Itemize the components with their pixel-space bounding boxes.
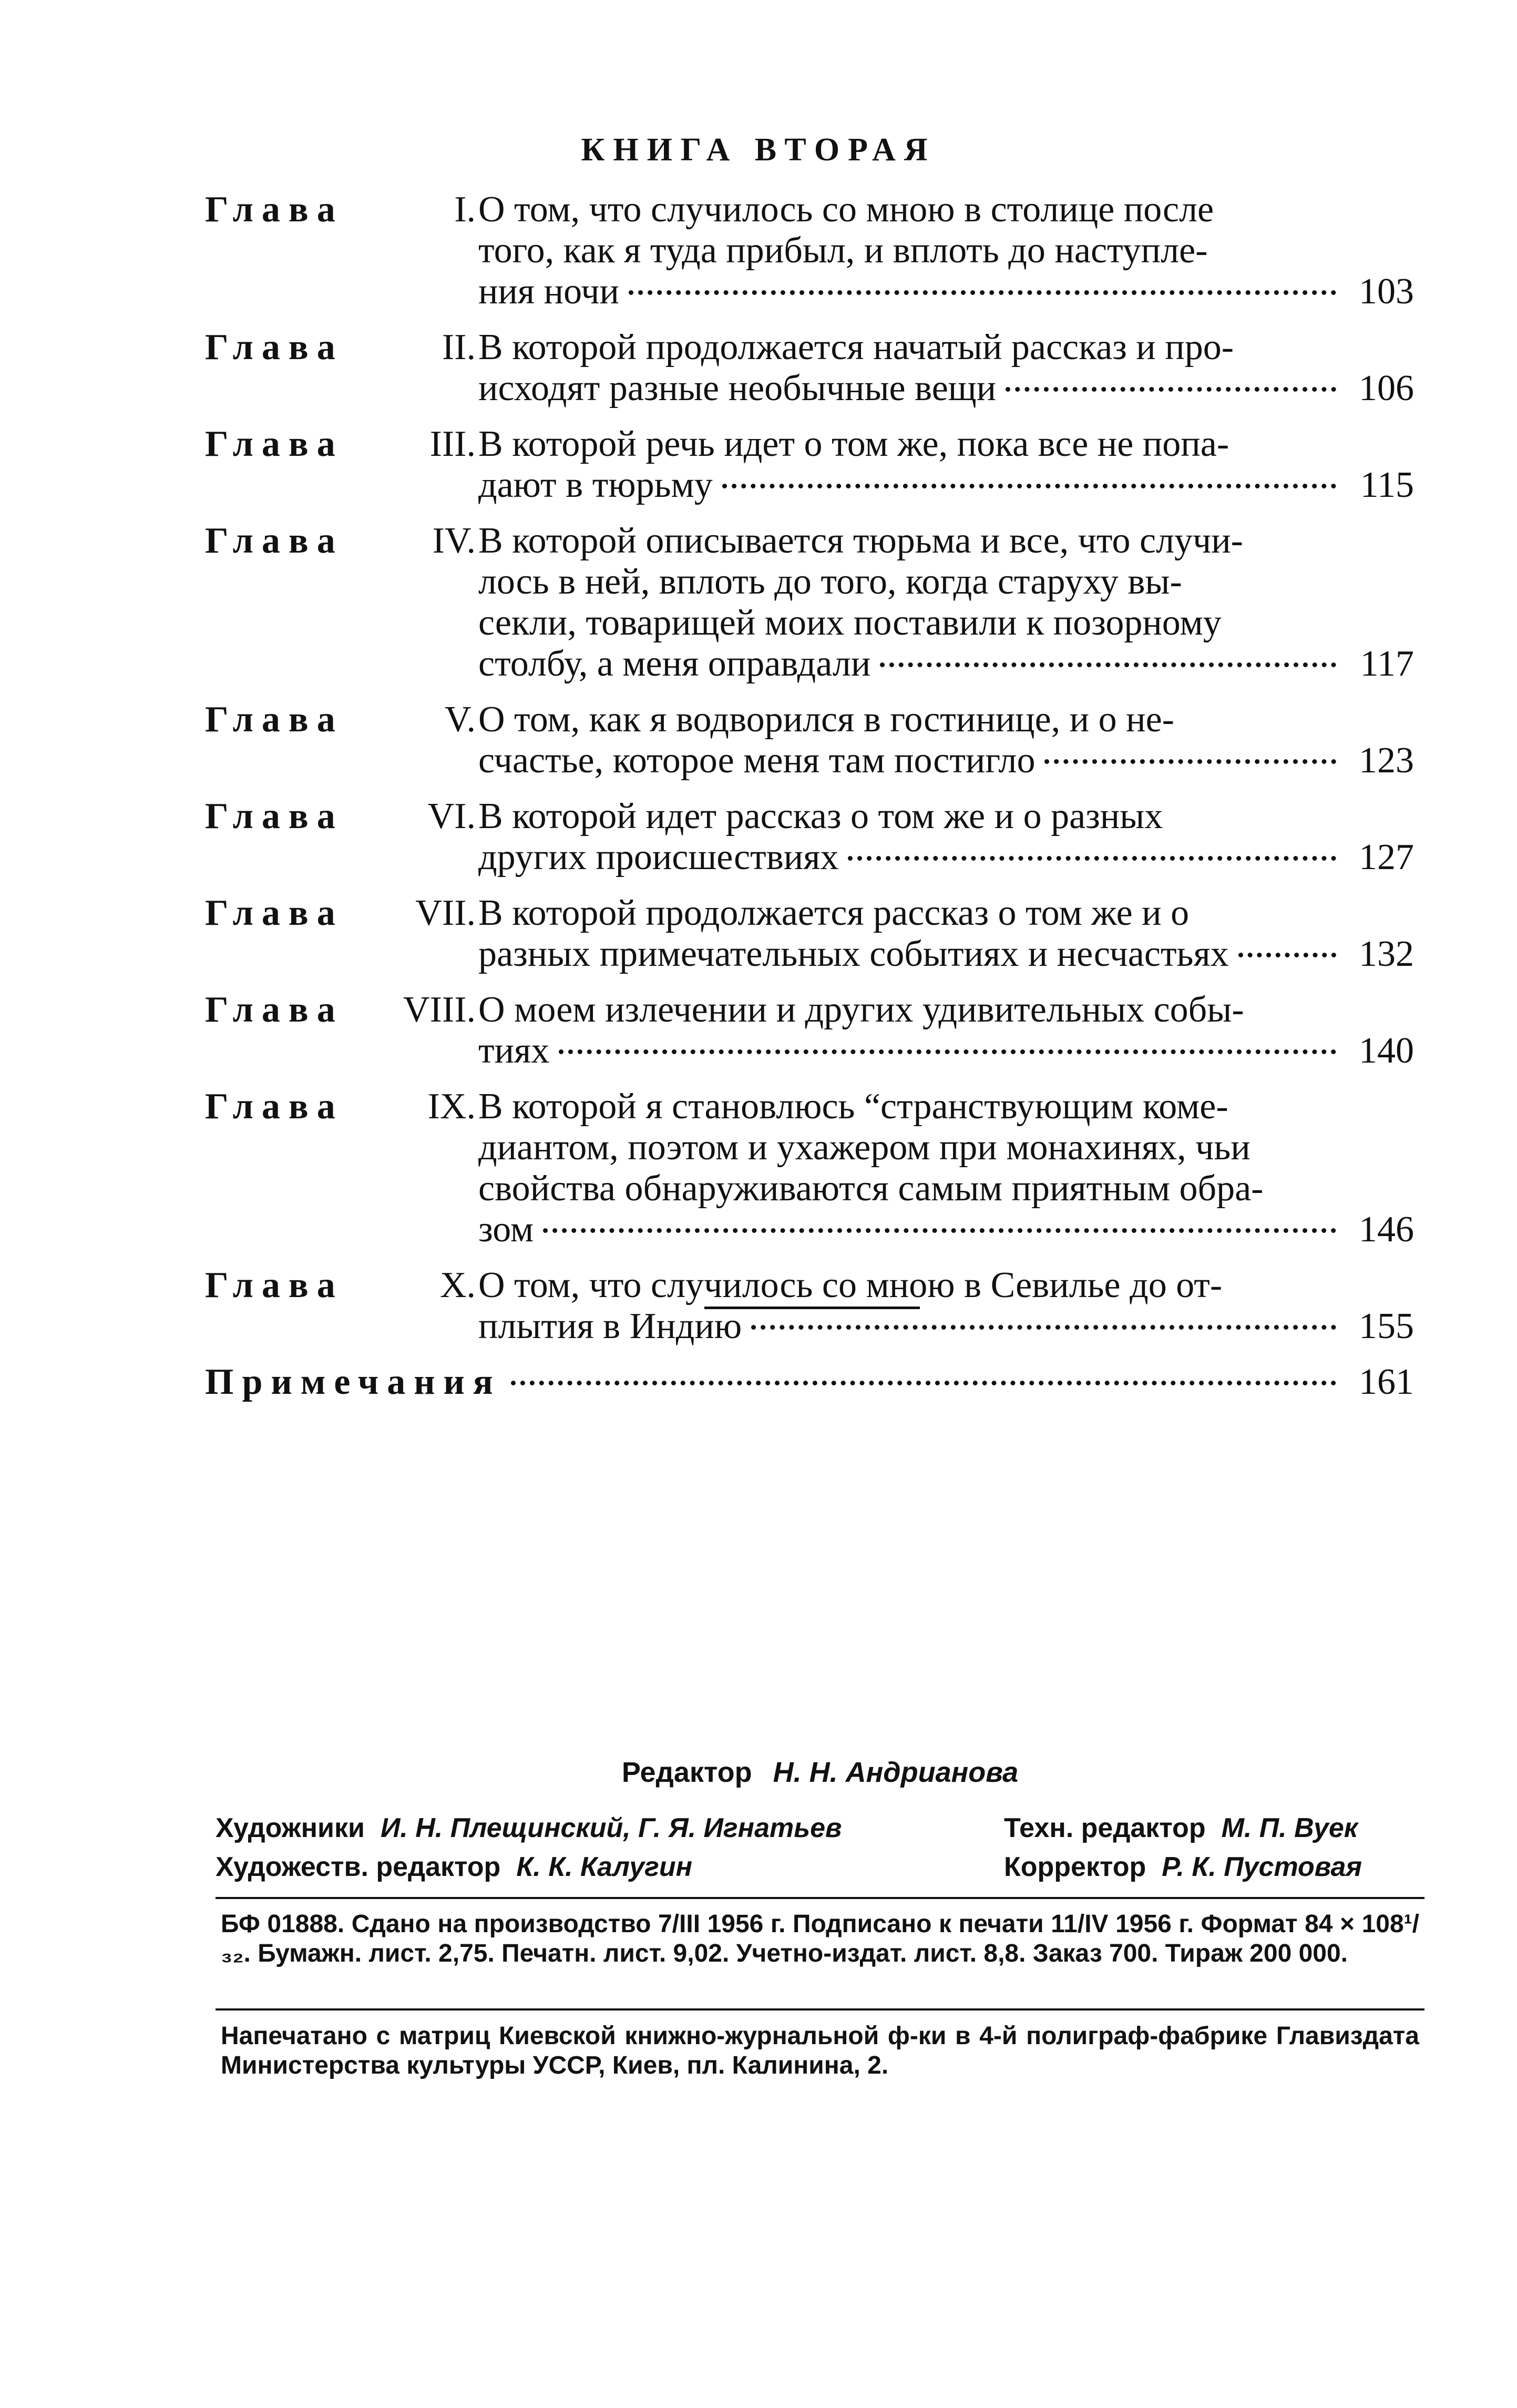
chapter-label: Глава	[205, 1086, 344, 1127]
page-number: 106	[1359, 368, 1414, 409]
chapter-title-line: О том, что случилось со мною в Севилье до от-	[478, 1265, 1223, 1305]
dot-leader	[722, 484, 1336, 488]
toc-entry[interactable]	[205, 521, 1414, 685]
page-number: 146	[1359, 1209, 1414, 1250]
chapter-title	[478, 189, 1414, 312]
chapter-number: I.	[454, 189, 476, 230]
art-editor-label: Художеств. редактор	[216, 1852, 501, 1882]
chapter-label: Глава	[205, 189, 344, 230]
chapter-label: Глава	[205, 424, 344, 464]
chapter-title-line: зом	[478, 1209, 534, 1250]
chapter-title-last-line	[478, 837, 1414, 878]
chapter-title-line: счастье, которое меня там постигло	[478, 740, 1036, 781]
toc-entry[interactable]	[205, 796, 1414, 878]
tech-editor-name: М. П. Вуек	[1221, 1813, 1358, 1843]
imprint-rule-top	[216, 1897, 1424, 1899]
chapter-title-line: В которой идет рассказ о том же и о разных	[478, 796, 1163, 836]
toc-entry[interactable]	[205, 699, 1414, 781]
notes-page: 161	[1359, 1362, 1414, 1402]
chapter-title-line: других происшествиях	[478, 837, 839, 878]
chapter-title-line: О том, как я водворился в гостинице, и о не-	[478, 699, 1174, 740]
chapter-title	[478, 521, 1414, 685]
chapter-title-line: В которой описывается тюрьма и все, что случи-	[478, 521, 1243, 561]
chapter-title-line: ния ночи	[478, 271, 619, 312]
page-number: 103	[1359, 271, 1414, 312]
chapter-title	[478, 989, 1414, 1072]
chapter-title-line: О том, что случилось со мною в столице после	[478, 189, 1214, 230]
toc-entry[interactable]	[205, 327, 1414, 409]
chapter-title	[478, 893, 1414, 975]
chapter-title-line: В которой продолжается начатый рассказ и про-	[478, 327, 1234, 368]
chapter-title	[478, 1086, 1414, 1250]
chapter-title-last-line	[478, 1030, 1414, 1072]
book-title: КНИГА ВТОРАЯ	[581, 132, 936, 168]
page-number: 117	[1360, 644, 1414, 684]
staff-left	[216, 1809, 842, 1886]
editor-name: Н. Н. Андрианова	[773, 1757, 1019, 1788]
chapter-number: V.	[444, 699, 476, 740]
chapter-title-line: столбу, а меня оправдали	[478, 644, 871, 684]
tech-editor-label: Техн. редактор	[1004, 1813, 1206, 1843]
artists-label: Художники	[216, 1813, 365, 1843]
chapter-label: Глава	[205, 699, 344, 740]
page-number: 140	[1359, 1030, 1414, 1071]
chapter-number: IV.	[432, 521, 476, 561]
chapter-title-last-line	[478, 644, 1414, 685]
page-number: 115	[1360, 465, 1414, 505]
printer-info: Напечатано с матриц Киевской книжно-журнальной ф-ки в 4-й полиграф-фабрике Главиздата Министерства культуры УССР, Киев, пл. Калинина, 2.	[221, 2022, 1419, 2079]
art-editor-name: К. К. Калугин	[516, 1852, 693, 1882]
dot-leader	[511, 1381, 1336, 1385]
chapter-title-line: того, как я туда прибыл, и вплоть до наступле-	[478, 230, 1208, 271]
page-number: 123	[1359, 740, 1414, 781]
print-info: БФ 01888. Сдано на производство 7/III 1956 г. Подписано к печати 11/IV 1956 г. Формат 84 × 108¹/₃₂. Бумажн. лист. 2,75. Печатн. лист. 9,02. Учетно-издат. лист. 8,8. Заказ 700. Тираж 200 000.	[221, 1910, 1419, 1967]
chapter-title-last-line	[478, 1306, 1414, 1347]
dot-leader	[559, 1049, 1336, 1054]
chapter-title-line: лось в ней, вплоть до того, когда старуху вы-	[478, 562, 1182, 602]
dot-leader	[848, 856, 1336, 861]
chapter-title-line: В которой я становлюсь “странствующим коме-	[478, 1086, 1228, 1127]
proofreader-name: Р. К. Пустовая	[1162, 1852, 1362, 1882]
chapter-title-last-line	[478, 368, 1414, 409]
chapter-title-line: тиях	[478, 1030, 550, 1071]
chapter-title-line: разных примечательных событиях и несчастьях	[478, 934, 1229, 974]
toc-notes-entry[interactable]	[205, 1362, 1414, 1403]
dot-leader	[1006, 387, 1336, 392]
staff-right	[1004, 1809, 1362, 1886]
chapter-title	[478, 699, 1414, 781]
chapter-title	[478, 1265, 1414, 1347]
toc-entry[interactable]	[205, 989, 1414, 1072]
chapter-title-line: плытия в Индию	[478, 1306, 742, 1346]
section-divider	[704, 1307, 920, 1309]
toc-entry[interactable]	[205, 189, 1414, 312]
notes-label: Примечания	[205, 1362, 501, 1402]
artists-names: И. Н. Плещинский, Г. Я. Игнатьев	[380, 1813, 842, 1843]
dot-leader	[880, 662, 1336, 667]
chapter-title	[478, 327, 1414, 409]
dot-leader	[1238, 953, 1336, 957]
chapter-number: VI.	[427, 796, 476, 836]
chapter-title-last-line	[478, 465, 1414, 506]
chapter-title-line: В которой речь идет о том же, пока все не попа-	[478, 424, 1229, 464]
chapter-number: VII.	[415, 893, 476, 933]
dot-leader	[751, 1325, 1336, 1330]
chapter-title-last-line	[478, 740, 1414, 781]
toc-entry[interactable]	[205, 893, 1414, 975]
chapter-title	[478, 796, 1414, 878]
chapter-label: Глава	[205, 989, 344, 1030]
chapter-number: III.	[429, 424, 476, 464]
chapter-number: II.	[442, 327, 476, 368]
toc-entry[interactable]	[205, 424, 1414, 506]
chapter-number: VIII.	[403, 989, 476, 1030]
page-number: 132	[1359, 934, 1414, 974]
dot-leader	[629, 290, 1336, 295]
imprint-rule-bottom	[216, 2008, 1424, 2011]
editor-label: Редактор	[621, 1757, 752, 1788]
toc-entry[interactable]	[205, 1265, 1414, 1347]
chapter-title-line: секли, товарищей моих поставили к позорному	[478, 603, 1222, 643]
chapter-title-last-line	[478, 1209, 1414, 1250]
chapter-number: IX.	[427, 1086, 476, 1127]
chapter-title-last-line	[478, 271, 1414, 312]
proofreader-label: Корректор	[1004, 1852, 1146, 1882]
chapter-title-line: дают в тюрьму	[478, 465, 713, 505]
chapter-title-line: исходят разные необычные вещи	[478, 368, 997, 409]
chapter-number: X.	[439, 1265, 476, 1305]
chapter-title	[478, 424, 1414, 506]
dot-leader	[1044, 759, 1336, 764]
chapter-title-last-line	[478, 934, 1414, 975]
chapter-title-line: свойства обнаруживаются самым приятным обра-	[478, 1168, 1264, 1209]
table-of-contents	[205, 189, 1414, 1403]
chapter-label: Глава	[205, 327, 344, 368]
editor-line	[216, 1756, 1424, 1789]
chapter-label: Глава	[205, 893, 344, 933]
page-number: 155	[1359, 1306, 1414, 1346]
chapter-label: Глава	[205, 796, 344, 836]
chapter-title-line: диантом, поэтом и ухажером при монахинях, чьи	[478, 1127, 1250, 1168]
toc-entry[interactable]	[205, 1086, 1414, 1250]
page-number: 127	[1359, 837, 1414, 878]
chapter-title-line: О моем излечении и других удивительных собы-	[478, 989, 1244, 1030]
chapter-label: Глава	[205, 521, 344, 561]
chapter-title-line: В которой продолжается рассказ о том же и о	[478, 893, 1190, 933]
chapter-label: Глава	[205, 1265, 344, 1305]
dot-leader	[543, 1228, 1336, 1233]
